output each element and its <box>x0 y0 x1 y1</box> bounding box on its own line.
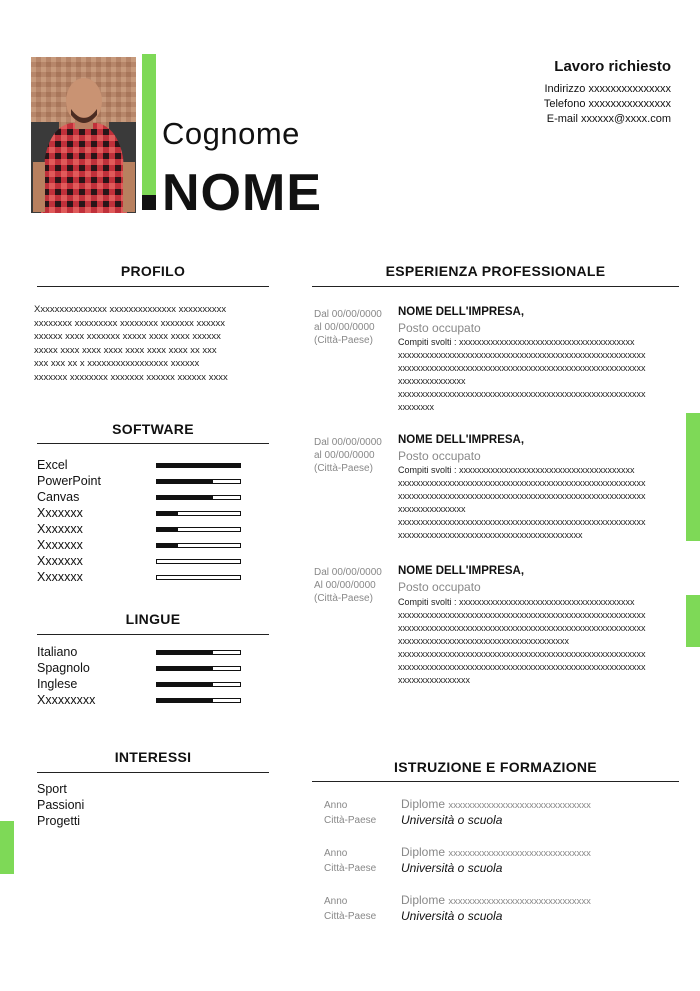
task-line: xxxxxxxxxxxxxxxx <box>398 675 470 685</box>
language-name: Spagnolo <box>37 661 90 675</box>
education-diploma <box>401 797 591 811</box>
task-line: xxxxxxxx <box>398 402 434 412</box>
software-level-fill <box>157 480 213 483</box>
experience-city: (Città-Paese) <box>314 593 373 604</box>
software-level-meter <box>156 543 241 548</box>
experience-dates <box>314 436 382 475</box>
software-name: Xxxxxxx <box>37 506 83 520</box>
profile-rule <box>37 286 269 287</box>
task-line: xxxxxxxxxxxxxxxxxxxxxxxxxxxxxxxxxxxxxxxxx <box>398 530 583 540</box>
experience-dates <box>314 566 382 605</box>
diploma-label: Diplome <box>401 797 446 811</box>
software-level-meter <box>156 575 241 580</box>
experience-from: Dal 00/00/0000 <box>314 309 382 320</box>
phone: Telefono xxxxxxxxxxxxxxx <box>543 98 671 110</box>
language-level-meter <box>156 682 241 687</box>
language-level-meter <box>156 698 241 703</box>
profile-title: PROFILO <box>120 263 186 279</box>
edge-accent-left <box>0 821 14 874</box>
profile-line: xxxxxx xxxx xxxxxxx xxxxx xxxx xxxx xxxxxx <box>34 331 221 342</box>
experience-city: (Città-Paese) <box>314 463 373 474</box>
software-rule <box>37 443 269 444</box>
task-line: xxxxxxxxxxxxxxxxxxxxxxxxxxxxxxxxxxxxxxxxxxxxxxxxxxxxxxx <box>398 517 646 527</box>
job-title: Lavoro richiesto <box>554 58 671 75</box>
experience-tasks <box>398 596 670 687</box>
interests-rule <box>37 772 269 773</box>
experience-role: Posto occupato <box>398 449 481 463</box>
experience-from: Dal 00/00/0000 <box>314 567 382 578</box>
experience-from: Dal 00/00/0000 <box>314 437 382 448</box>
task-line: xxxxxxxxxxxxxxxxxxxxxxxxxxxxxxxxxxxxxxxxxxxxxxxxxxxxxxx <box>398 363 646 373</box>
task-line: xxxxxxxxxxxxxxxxxxxxxxxxxxxxxxxxxxxxxxxxxxxxxxxxxxxxxxx <box>398 662 646 672</box>
diploma-label: Diplome <box>401 893 446 907</box>
education-city: Città-Paese <box>324 863 377 874</box>
interest-item: Sport <box>37 782 67 796</box>
languages-title: LINGUE <box>125 611 181 627</box>
software-name: Xxxxxxx <box>37 522 83 536</box>
experience-role: Posto occupato <box>398 580 481 594</box>
software-level-fill <box>157 528 178 531</box>
education-year: Anno <box>324 848 348 859</box>
software-name: Xxxxxxx <box>37 554 83 568</box>
language-level-fill <box>157 699 213 702</box>
edge-accent-right-2 <box>686 595 700 647</box>
diploma-detail: xxxxxxxxxxxxxxxxxxxxxxxxxxxxxx <box>448 848 591 859</box>
experience-role: Posto occupato <box>398 321 481 335</box>
language-name: Xxxxxxxxx <box>37 693 96 707</box>
software-level-fill <box>157 544 178 547</box>
languages-rule <box>37 634 269 635</box>
profile-text <box>34 303 279 384</box>
software-title: SOFTWARE <box>112 421 194 437</box>
task-line: xxxxxxxxxxxxxxxxxxxxxxxxxxxxxxxxxxxxxxxxxxxxxxxxxxxxxxx <box>398 478 646 488</box>
software-level-meter <box>156 479 241 484</box>
task-line: Compiti svolti : xxxxxxxxxxxxxxxxxxxxxxxxxxxxxxxxxxxxxxx <box>398 465 635 475</box>
interests-list <box>37 781 84 829</box>
experience-to: Al 00/00/0000 <box>314 580 376 591</box>
education-city: Città-Paese <box>324 911 377 922</box>
software-level-meter <box>156 495 241 500</box>
edge-accent-right-1 <box>686 413 700 541</box>
education-city: Città-Paese <box>324 815 377 826</box>
software-name: Excel <box>37 458 68 472</box>
experience-company: NOME DELL'IMPRESA, <box>398 434 525 446</box>
experience-company: NOME DELL'IMPRESA, <box>398 565 525 577</box>
experience-tasks <box>398 336 670 414</box>
profile-line: xxxxxxxx xxxxxxxxx xxxxxxxx xxxxxxx xxxxxx <box>34 317 226 329</box>
diploma-detail: xxxxxxxxxxxxxxxxxxxxxxxxxxxxxx <box>448 896 591 907</box>
software-name: PowerPoint <box>37 474 101 488</box>
experience-to: al 00/00/0000 <box>314 322 375 333</box>
education-diploma <box>401 893 591 907</box>
experience-to: al 00/00/0000 <box>314 450 375 461</box>
task-line: xxxxxxxxxxxxxxxxxxxxxxxxxxxxxxxxxxxxxxxxxxxxxxxxxxxxxxx <box>398 649 646 659</box>
language-level-meter <box>156 650 241 655</box>
software-level-fill <box>157 464 240 467</box>
software-name: Xxxxxxx <box>37 570 83 584</box>
education-school: Università o scuola <box>401 909 503 923</box>
first-name: Cognome <box>162 116 300 151</box>
task-line: Compiti svolti : xxxxxxxxxxxxxxxxxxxxxxxxxxxxxxxxxxxxxxx <box>398 597 635 607</box>
task-line: xxxxxxxxxxxxxxxxxxxxxxxxxxxxxxxxxxxxxx <box>398 636 569 646</box>
profile-line: xxx xxx xx x xxxxxxxxxxxxxxxxx xxxxxx <box>34 358 200 369</box>
language-level-fill <box>157 667 213 670</box>
task-line: xxxxxxxxxxxxxxx <box>398 376 466 386</box>
education-diploma <box>401 845 591 859</box>
software-name: Xxxxxxx <box>37 538 83 552</box>
task-line: xxxxxxxxxxxxxxxxxxxxxxxxxxxxxxxxxxxxxxxxxxxxxxxxxxxxxxx <box>398 350 646 360</box>
software-level-fill <box>157 512 178 515</box>
education-rule <box>312 781 679 782</box>
portrait-image <box>31 57 136 213</box>
language-name: Italiano <box>37 645 78 659</box>
task-line: xxxxxxxxxxxxxxxxxxxxxxxxxxxxxxxxxxxxxxxxxxxxxxxxxxxxxxx <box>398 389 646 399</box>
profile-line: Xxxxxxxxxxxxxxx xxxxxxxxxxxxxx xxxxxxxxxx <box>34 304 227 315</box>
last-name: NOME <box>162 164 322 222</box>
email: E-mail xxxxxx@xxxx.com <box>546 113 671 125</box>
education-title: ISTRUZIONE E FORMAZIONE <box>394 759 597 775</box>
software-level-meter <box>156 559 241 564</box>
experience-rule <box>312 286 679 287</box>
software-level-meter <box>156 511 241 516</box>
task-line: xxxxxxxxxxxxxxx <box>398 504 466 514</box>
contact-block <box>544 58 671 127</box>
accent-bar-tip <box>142 195 156 210</box>
language-level-fill <box>157 651 213 654</box>
interest-item: Progetti <box>37 814 81 828</box>
experience-title: ESPERIENZA PROFESSIONALE <box>385 263 606 279</box>
language-name: Inglese <box>37 677 78 691</box>
software-level-fill <box>157 496 213 499</box>
task-line: xxxxxxxxxxxxxxxxxxxxxxxxxxxxxxxxxxxxxxxxxxxxxxxxxxxxxxx <box>398 623 646 633</box>
education-school: Università o scuola <box>401 813 503 827</box>
avatar <box>31 57 136 213</box>
interest-item: Passioni <box>37 798 85 812</box>
experience-city: (Città-Paese) <box>314 335 373 346</box>
task-line: xxxxxxxxxxxxxxxxxxxxxxxxxxxxxxxxxxxxxxxxxxxxxxxxxxxxxxx <box>398 610 646 620</box>
accent-bar <box>142 54 156 210</box>
task-line: xxxxxxxxxxxxxxxxxxxxxxxxxxxxxxxxxxxxxxxxxxxxxxxxxxxxxxx <box>398 491 646 501</box>
education-year: Anno <box>324 800 348 811</box>
experience-company: NOME DELL'IMPRESA, <box>398 306 525 318</box>
education-year: Anno <box>324 896 348 907</box>
profile-line: xxxxx xxxx xxxx xxxx xxxx xxxx xxxx xx xxx <box>34 344 217 356</box>
software-name: Canvas <box>37 490 80 504</box>
interests-title: INTERESSI <box>114 749 192 765</box>
task-line: Compiti svolti : xxxxxxxxxxxxxxxxxxxxxxxxxxxxxxxxxxxxxxx <box>398 337 635 347</box>
diploma-detail: xxxxxxxxxxxxxxxxxxxxxxxxxxxxxx <box>448 800 591 811</box>
diploma-label: Diplome <box>401 845 446 859</box>
language-level-fill <box>157 683 213 686</box>
software-level-meter <box>156 527 241 532</box>
education-school: Università o scuola <box>401 861 503 875</box>
software-level-meter <box>156 463 241 468</box>
experience-tasks <box>398 464 670 542</box>
experience-dates <box>314 308 382 347</box>
language-level-meter <box>156 666 241 671</box>
profile-line: xxxxxxx xxxxxxxx xxxxxxx xxxxxx xxxxxx xxxx <box>34 371 228 383</box>
address: Indirizzo xxxxxxxxxxxxxxx <box>544 83 671 95</box>
